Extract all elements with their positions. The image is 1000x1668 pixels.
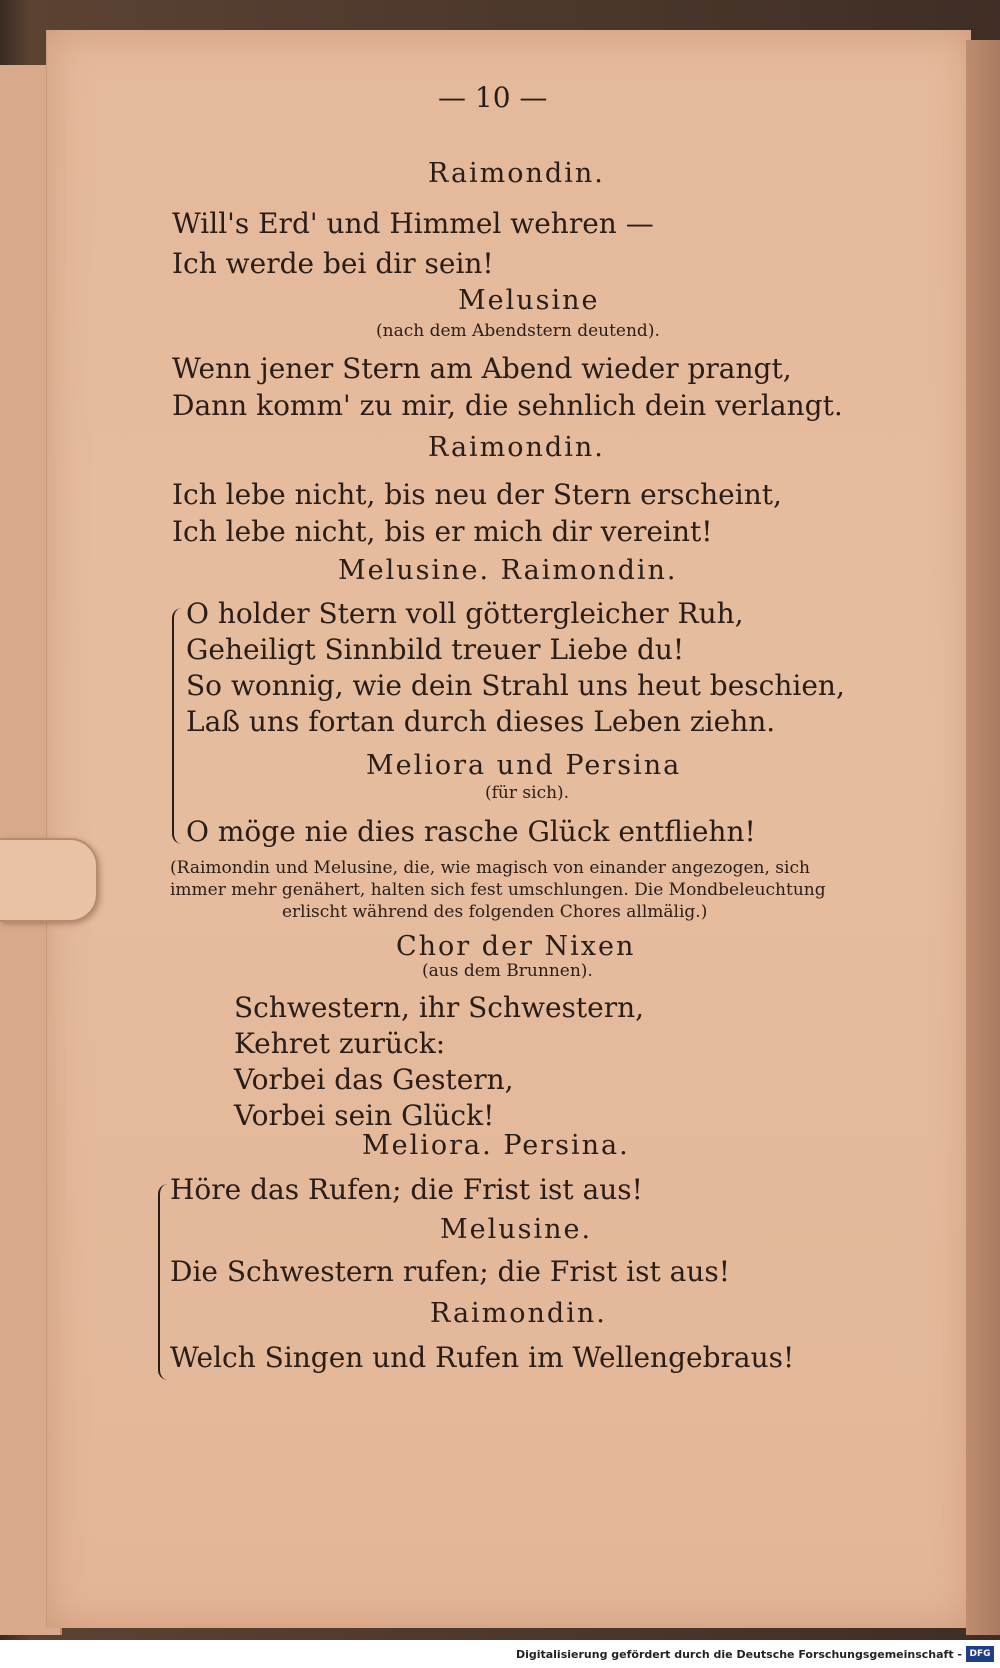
book-right-edge: [966, 40, 1000, 1635]
verse-line: Ich werde bei dir sein!: [172, 247, 494, 280]
verse-line: Vorbei sein Glück!: [234, 1099, 495, 1132]
stage-direction: immer mehr genähert, halten sich fest umschlungen. Die Mondbeleuchtung: [170, 880, 826, 900]
voice-bracket: [172, 608, 184, 844]
verse-line: O möge nie dies rasche Glück entfliehn!: [186, 815, 756, 848]
stage-direction: (aus dem Brunnen).: [422, 961, 593, 981]
speaker-raimondin: Raimondin.: [428, 158, 605, 189]
verse-line: So wonnig, wie dein Strahl uns heut beschien,: [186, 669, 845, 702]
verse-line: Schwestern, ihr Schwestern,: [234, 991, 645, 1024]
verse-line: O holder Stern voll göttergleicher Ruh,: [186, 597, 744, 630]
speaker-raimondin: Raimondin.: [428, 432, 605, 463]
stage-direction: (Raimondin und Melusine, die, wie magisch von einander angezogen, sich: [170, 858, 810, 878]
verse-line: Welch Singen und Rufen im Wellengebraus!: [170, 1341, 795, 1374]
speaker-meliora-persina: Meliora. Persina.: [362, 1130, 630, 1161]
verse-line: Ich lebe nicht, bis neu der Stern erscheint,: [172, 478, 782, 511]
verse-line: Dann komm' zu mir, die sehnlich dein verlangt.: [172, 389, 843, 422]
verse-line: Vorbei das Gestern,: [234, 1063, 514, 1096]
voice-bracket: [158, 1184, 170, 1380]
speaker-chor-der-nixen: Chor der Nixen: [396, 931, 636, 962]
speaker-melusine: Melusine: [458, 285, 600, 316]
page-number: — 10 —: [438, 81, 548, 114]
verse-line: Kehret zurück:: [234, 1027, 446, 1060]
stage-direction: (für sich).: [485, 783, 570, 803]
digitization-footer: [0, 1640, 1000, 1668]
verse-line: Höre das Rufen; die Frist ist aus!: [170, 1173, 643, 1206]
speaker-melusine-raimondin: Melusine. Raimondin.: [338, 555, 678, 586]
speaker-melusine: Melusine.: [440, 1214, 593, 1245]
speaker-meliora-persina: Meliora und Persina: [366, 750, 682, 781]
stage-direction: (nach dem Abendstern deutend).: [376, 321, 660, 341]
verse-line: Die Schwestern rufen; die Frist ist aus!: [170, 1255, 730, 1288]
verse-line: Wenn jener Stern am Abend wieder prangt,: [172, 352, 792, 385]
stage-direction: erlischt während des folgenden Chores allmälig.): [282, 902, 708, 922]
verse-line: Geheiligt Sinnbild treuer Liebe du!: [186, 633, 685, 666]
verse-line: Ich lebe nicht, bis er mich dir vereint!: [172, 515, 713, 548]
dfg-logo: DFG: [966, 1646, 994, 1662]
speaker-raimondin: Raimondin.: [430, 1298, 607, 1329]
funding-credit-text: Digitalisierung gefördert durch die Deutsche Forschungsgemeinschaft -: [515, 1648, 962, 1661]
paper-bookmark-tab: [0, 838, 98, 922]
verse-line: Will's Erd' und Himmel wehren —: [172, 207, 654, 240]
verse-line: Laß uns fortan durch dieses Leben ziehn.: [186, 705, 776, 738]
